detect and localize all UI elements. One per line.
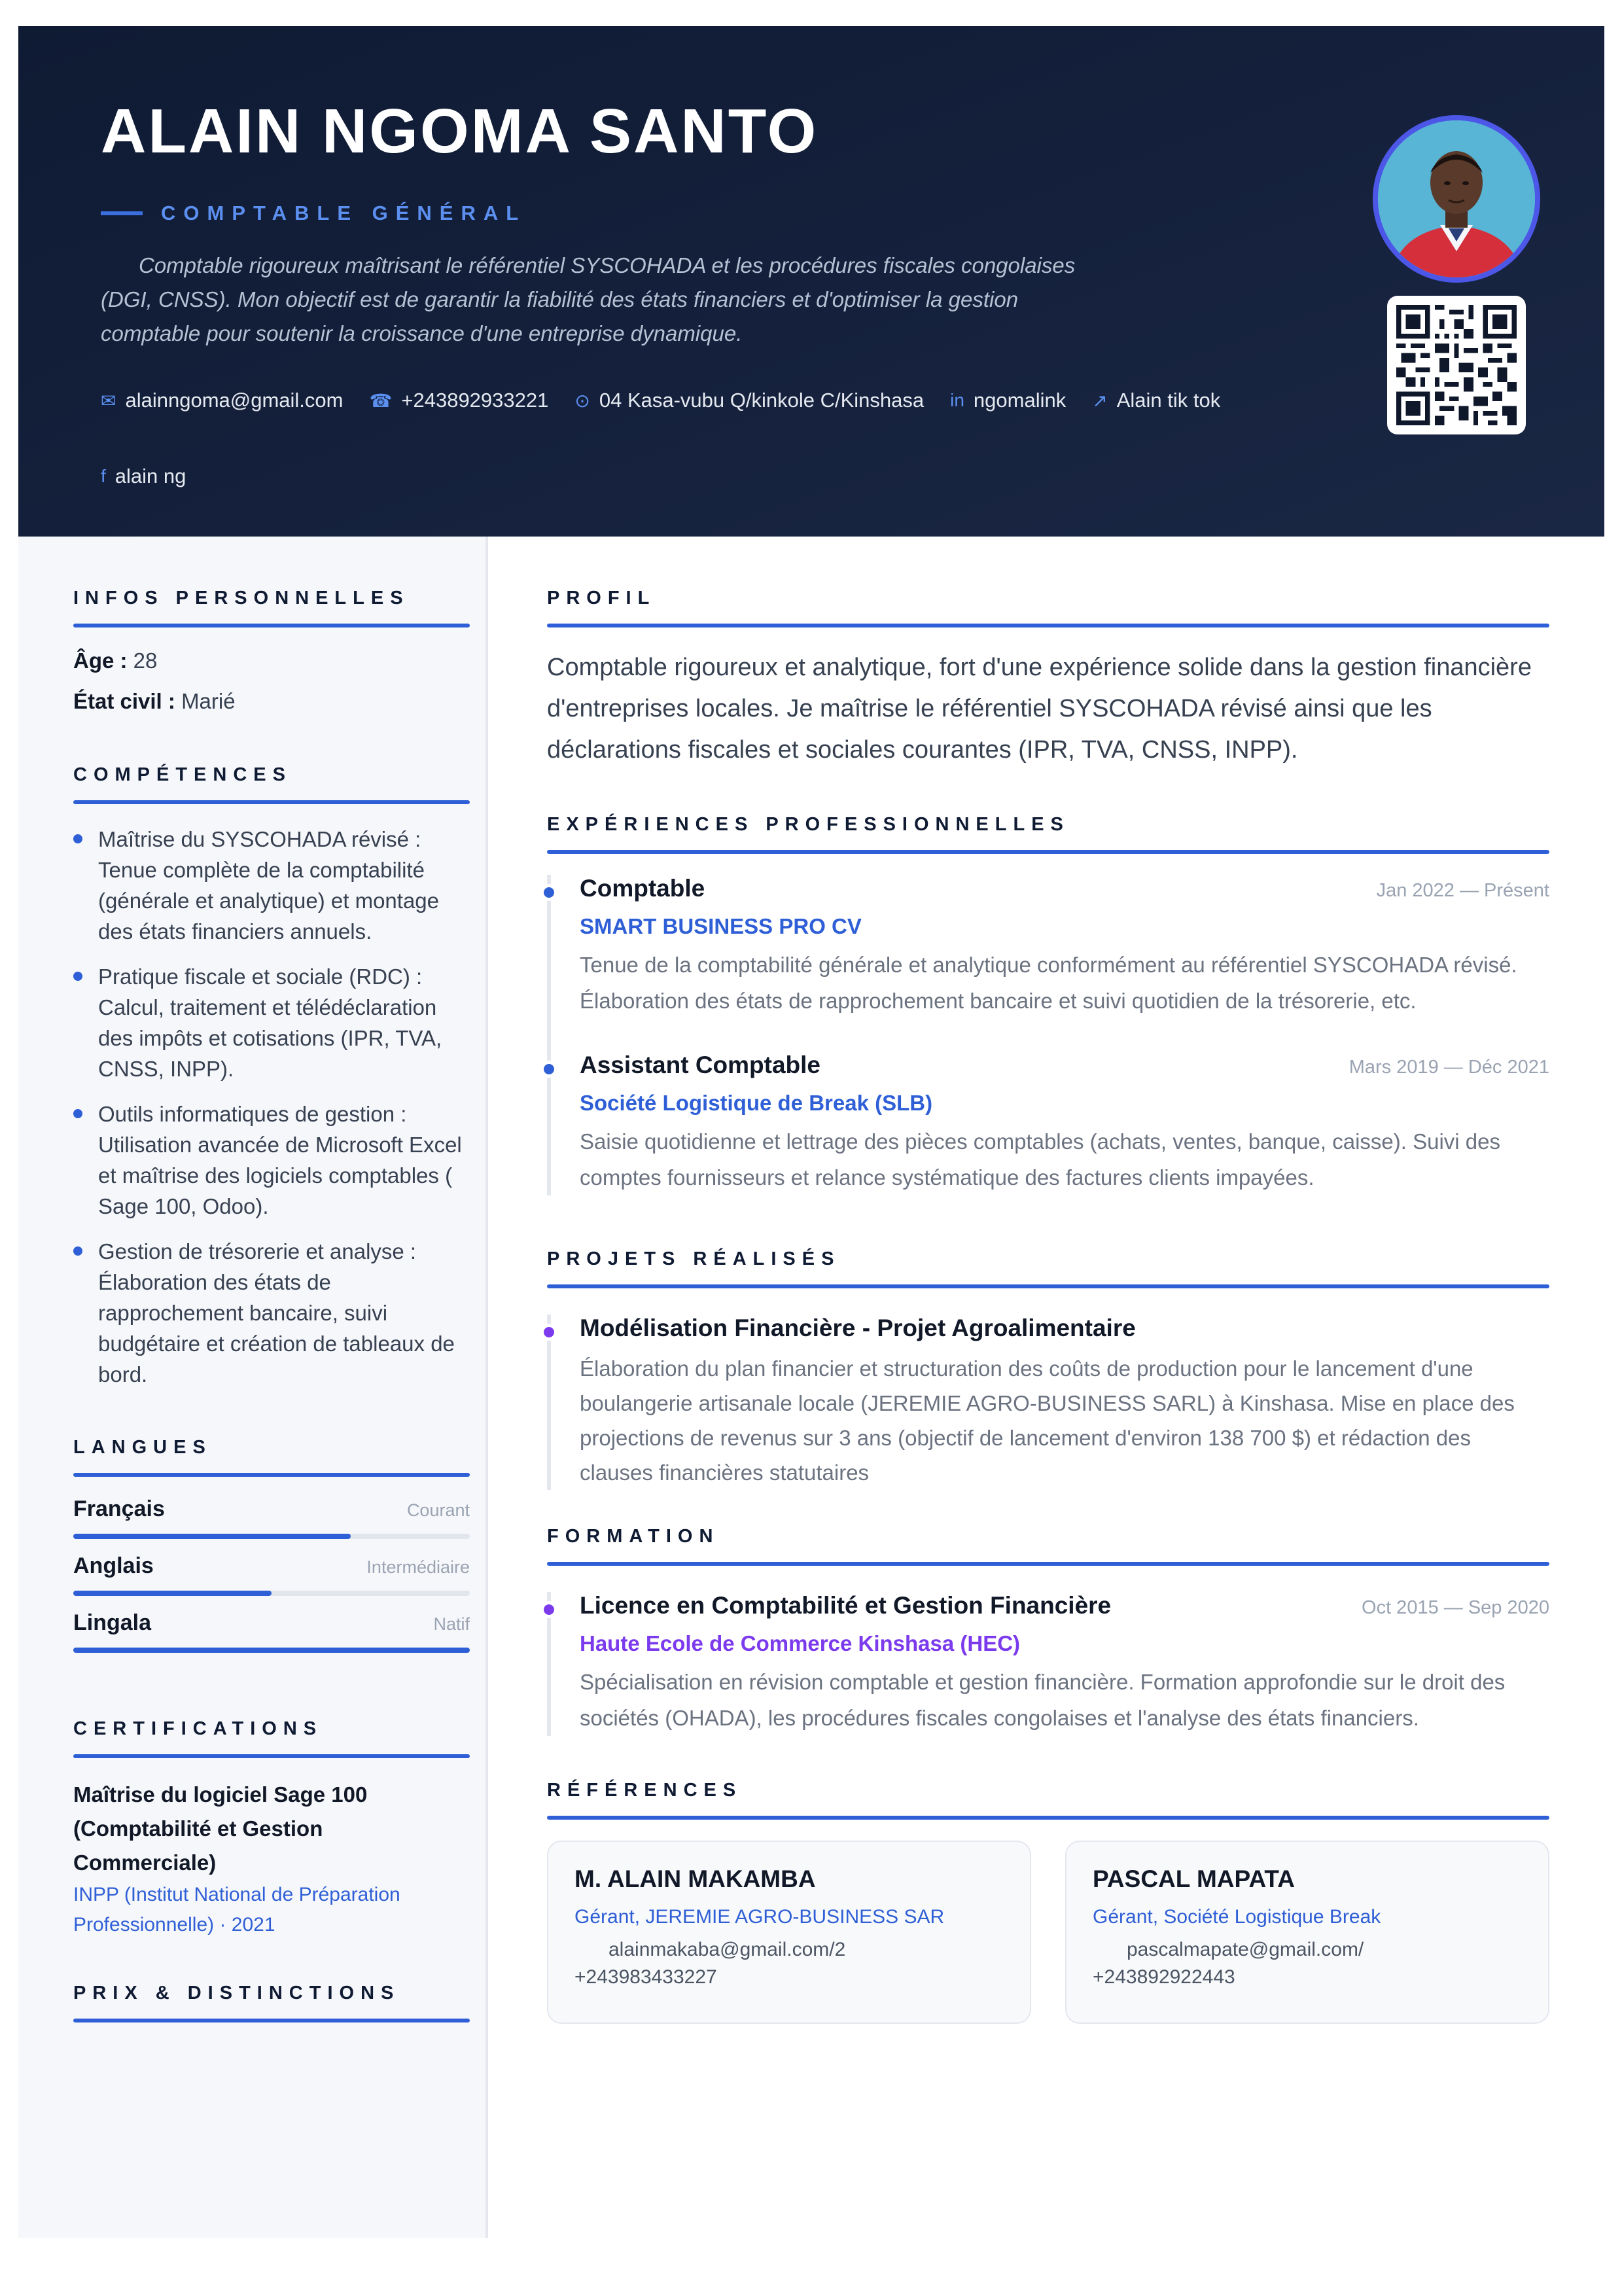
language-name: Lingala: [73, 1610, 152, 1635]
phone-icon: ☎: [369, 390, 393, 411]
language-bar: [73, 1591, 470, 1596]
reference-phone[interactable]: +243892922443: [1093, 1966, 1235, 1988]
entry-header: [580, 875, 1549, 902]
entry-header: [580, 1592, 1549, 1619]
languages-section: [73, 1437, 470, 1653]
language-level: Natif: [433, 1614, 470, 1634]
language-item: [73, 1496, 470, 1539]
bullet-icon: [73, 1109, 82, 1118]
school-name: Haute Ecole de Commerce Kinshasa (HEC): [580, 1631, 1021, 1655]
header: [18, 26, 1604, 537]
reference-list: [547, 1841, 1549, 2024]
experience-section: [547, 814, 1549, 1195]
civil-status-label: État civil :: [73, 689, 175, 713]
job-company: SMART BUSINESS PRO CV: [580, 914, 862, 938]
contact-email-text: alainngoma@gmail.com: [125, 389, 344, 412]
section-divider: [73, 800, 470, 804]
language-row: [73, 1553, 470, 1579]
language-item: [73, 1610, 470, 1653]
sidebar: [18, 537, 488, 2238]
awards-section: [73, 1983, 470, 2022]
section-divider: [547, 850, 1549, 854]
timeline-dot-icon: [540, 1061, 557, 1078]
reference-role: Gérant, Société Logistique Break: [1093, 1906, 1381, 1928]
section-heading: RÉFÉRENCES: [547, 1780, 743, 1801]
skill-text: Gestion de trésorerie et analyse : Élaboration des états de rapprochement bancaire, suivi budgétaire et création de tableaux de bord.: [98, 1239, 455, 1386]
section-heading: COMPÉTENCES: [73, 764, 292, 785]
section-heading: EXPÉRIENCES PROFESSIONNELLES: [547, 814, 1070, 835]
age-line: [73, 647, 470, 675]
section-heading: PROJETS RÉALISÉS: [547, 1248, 841, 1269]
job-title: COMPTABLE GÉNÉRAL: [161, 202, 527, 224]
reference-phone[interactable]: +243983433227: [574, 1966, 717, 1988]
reference-card: [1065, 1841, 1549, 2024]
project-description: Élaboration du plan financier et structuration des coûts de production pour le lancement d'une boulangerie artisanale locale (JEREMIE AGRO-BUSINESS SARL) à Kinshasa. Mise en place des projections de revenus sur 3 ans (objectif de lancement d'environ 138 700 $) et rédaction des clauses financières statutaires: [580, 1356, 1515, 1485]
job-title-row: [101, 202, 526, 225]
job-description: Saisie quotidienne et lettrage des pièces comptables (achats, ventes, banque, caisse). Suivi des comptes fournisseurs et relance systématique des factures clients impayées.: [580, 1129, 1500, 1190]
language-level: Intermédiaire: [366, 1557, 470, 1577]
education-section: [547, 1526, 1549, 1736]
language-item: [73, 1553, 470, 1596]
civil-status-line: [73, 688, 470, 715]
education-entry: [547, 1592, 1549, 1736]
linkedin-icon: in: [950, 390, 964, 410]
project-entry: [547, 1315, 1549, 1490]
language-row: [73, 1496, 470, 1522]
projects-timeline: [547, 1315, 1549, 1490]
age-label: Âge :: [73, 648, 128, 673]
experience-timeline: [547, 875, 1549, 1195]
language-name: Anglais: [73, 1553, 154, 1578]
contact-tiktok-text: Alain tik tok: [1116, 389, 1221, 412]
job-dates: Jan 2022 — Présent: [1376, 880, 1549, 901]
contact-facebook-text: alain ng: [115, 465, 186, 487]
contact-address-text: 04 Kasa-vubu Q/kinkole C/Kinshasa: [599, 389, 925, 412]
language-bar: [73, 1648, 470, 1653]
section-heading: LANGUES: [73, 1437, 212, 1458]
section-divider: [73, 2019, 470, 2022]
section-divider: [73, 1473, 470, 1477]
language-level: Courant: [406, 1500, 470, 1520]
certification-title: Maîtrise du logiciel Sage 100 (Comptabilité et Gestion Commerciale): [73, 1782, 368, 1875]
link-icon: ↗: [1092, 390, 1108, 411]
language-bar-fill: [73, 1591, 272, 1596]
timeline-dot-icon: [540, 884, 557, 901]
section-heading: INFOS PERSONNELLES: [73, 588, 410, 609]
skill-item: [73, 1236, 470, 1390]
civil-status-value: Marié: [181, 689, 236, 713]
reference-name: M. ALAIN MAKAMBA: [574, 1865, 816, 1892]
mail-icon: ✉: [101, 390, 116, 411]
bullet-icon: [73, 1246, 82, 1256]
contact-facebook[interactable]: [101, 461, 186, 492]
reference-email[interactable]: pascalmapate@gmail.com/: [1127, 1939, 1364, 1960]
qr-code-graphic: [1396, 305, 1517, 425]
skill-item: [73, 824, 470, 947]
projects-section: [547, 1248, 1549, 1490]
language-bar-fill: [73, 1648, 470, 1653]
bullet-icon: [73, 972, 82, 981]
reference-role: Gérant, JEREMIE AGRO-BUSINESS SAR: [574, 1906, 945, 1928]
contact-phone[interactable]: [369, 385, 548, 416]
section-heading: CERTIFICATIONS: [73, 1718, 323, 1739]
section-divider: [547, 624, 1549, 627]
skill-text: Outils informatiques de gestion : Utilisation avancée de Microsoft Excel et maîtrise des logiciels comptables ( Sage 100, Odoo).: [98, 1102, 462, 1218]
header-summary: Comptable rigoureux maîtrisant le référentiel SYSCOHADA et les procédures fiscales congolaises (DGI, CNSS). Mon objectif est de garantir la fiabilité des états financiers et d'optimiser la gestion comptable pour soutenir la croissance d'une entreprise dynamique.: [101, 253, 1076, 345]
section-heading: PROFIL: [547, 588, 656, 609]
language-row: [73, 1610, 470, 1636]
job-company: Société Logistique de Break (SLB): [580, 1091, 933, 1115]
project-title: Modélisation Financière - Projet Agroalimentaire: [580, 1315, 1136, 1341]
personal-info-section: [73, 588, 470, 715]
profile-section: [547, 588, 1549, 771]
job-dates: Mars 2019 — Déc 2021: [1349, 1057, 1549, 1078]
references-section: [547, 1780, 1549, 2024]
contact-tiktok[interactable]: [1092, 385, 1220, 416]
contact-phone-text: +243892933221: [401, 389, 549, 412]
section-divider: [547, 1816, 1549, 1820]
profile-text: Comptable rigoureux et analytique, fort d'une expérience solide dans la gestion financière d'entreprises locales. Je maîtrise le référentiel SYSCOHADA révisé ainsi que les déclarations fiscales et sociales courantes (IPR, TVA, CNSS, INPP).: [547, 654, 1532, 764]
section-divider: [73, 624, 470, 627]
facebook-icon: f: [101, 466, 106, 486]
reference-name: PASCAL MAPATA: [1093, 1865, 1296, 1892]
section-divider: [73, 1754, 470, 1758]
section-heading: FORMATION: [547, 1526, 720, 1547]
certification-org: INPP (Institut National de Préparation Professionnelle) · 2021: [73, 1884, 400, 1935]
job-description: Tenue de la comptabilité générale et analytique conformément au référentiel SYSCOHADA révisé. Élaboration des états de rapprochement bancaire et suivi quotidien de la trésorerie, etc.: [580, 953, 1517, 1013]
language-bar: [73, 1534, 470, 1539]
language-bar-fill: [73, 1534, 351, 1539]
language-name: Français: [73, 1496, 165, 1521]
location-icon: ⊙: [574, 390, 590, 411]
section-divider: [547, 1562, 1549, 1566]
reference-card: [547, 1841, 1031, 2024]
experience-entry: [547, 875, 1549, 1038]
skill-text: Pratique fiscale et sociale (RDC) : Calcul, traitement et télédéclaration des impôts et cotisations (IPR, TVA, CNSS, INPP).: [98, 964, 442, 1081]
degree-dates: Oct 2015 — Sep 2020: [1362, 1597, 1549, 1618]
section-heading: PRIX & DISTINCTIONS: [73, 1983, 400, 2004]
contact-list: [101, 385, 1278, 492]
timeline-dot-icon: [540, 1324, 557, 1341]
skill-item: [73, 1099, 470, 1222]
certifications-section: [73, 1718, 470, 1940]
contact-email[interactable]: [101, 385, 343, 416]
timeline-dot-icon: [540, 1601, 557, 1618]
job-role: Assistant Comptable: [580, 1051, 821, 1078]
candidate-name: ALAIN NGOMA SANTO: [101, 96, 819, 166]
qr-code[interactable]: [1387, 296, 1526, 434]
skill-text: Maîtrise du SYSCOHADA révisé : Tenue complète de la comptabilité (générale et analytique) et montage des états financiers annuels.: [98, 827, 440, 944]
bullet-icon: [73, 834, 82, 843]
degree-title: Licence en Comptabilité et Gestion Financière: [580, 1592, 1112, 1619]
job-role: Comptable: [580, 875, 705, 902]
contact-address: [574, 385, 924, 416]
profile-photo: [1373, 115, 1540, 283]
experience-entry: [547, 1038, 1549, 1195]
section-divider: [547, 1284, 1549, 1288]
skill-item: [73, 961, 470, 1084]
education-description: Spécialisation en révision comptable et gestion financière. Formation approfondie sur le droit des sociétés (OHADA), les procédures fiscales congolaises et l'analyse des états financiers.: [580, 1670, 1506, 1730]
avatar-illustration: [1378, 120, 1535, 277]
age-value: 28: [133, 648, 158, 673]
contact-linkedin-text: ngomalink: [973, 389, 1067, 412]
title-accent-bar: [101, 211, 143, 215]
education-timeline: [547, 1592, 1549, 1736]
reference-email[interactable]: alainmakaba@gmail.com/2: [608, 1939, 846, 1960]
contact-linkedin[interactable]: [950, 385, 1066, 416]
entry-header: [580, 1051, 1549, 1079]
skills-section: [73, 764, 470, 1390]
